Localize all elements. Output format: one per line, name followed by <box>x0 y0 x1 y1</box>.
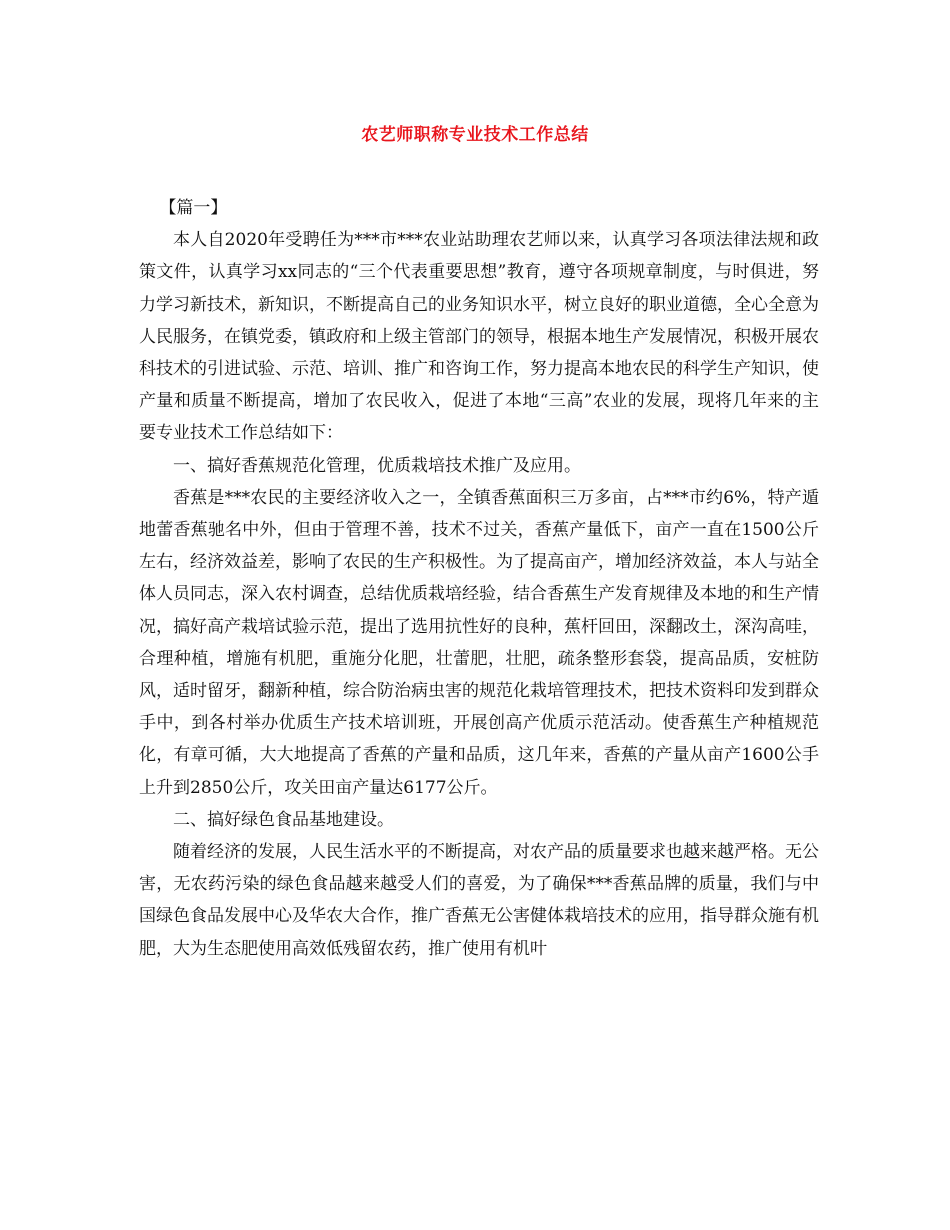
document-body <box>139 192 819 965</box>
section-label: 【篇一】 <box>159 198 228 218</box>
document-title: 农艺师职称专业技术工作总结 <box>361 125 589 145</box>
heading-section-one: 一、搞好香蕉规范化管理，优质栽培技术推广及应用。 <box>173 455 581 476</box>
paragraph-intro: 本人自2020年受聘任为***市***农业站助理农艺师以来，认真学习各项法律法规和政策文件，认真学习xx同志的“三个代表重要思想”教育，遵守各项规章制度，与时俱进，努力学习新技术，新知识，不断提高自己的业务知识水平，树立良好的职业道德，全心全意为人民服务，在镇党委，镇政府和上级主管部门的领导，根据本地生产发展情况，积极开展农科技术的引进试验、示范、培训、推广和咨询工作，努力提高本地农民的科学生产知识，使产量和质量不断提高，增加了农民收入，促进了本地“三高”农业的发展，现将几年来的主要专业技术工作总结如下： <box>139 230 819 444</box>
paragraph-green-food: 随着经济的发展，人民生活水平的不断提高，对农产品的质量要求也越来越严格。无公害，无农药污染的绿色食品越来越受人们的喜爱，为了确保***香蕉品牌的质量，我们与中国绿色食品发展中心及华农大合作，推广香蕉无公害健体栽培技术的应用，指导群众施有机肥，大为生态肥使用高效低残留农药，推广使用有机叶 <box>139 842 819 959</box>
paragraph-banana-management: 香蕉是***农民的主要经济收入之一，全镇香蕉面积三万多亩，占***市约6%，特产遁地蕾香蕉驰名中外，但由于管理不善，技术不过关，香蕉产量低下，亩产一直在1500公斤左右，经济效益差，影响了农民的生产积极性。为了提高亩产，增加经济效益，本人与站全体人员同志，深入农村调查，总结优质栽培经验，结合香蕉生产发育规律及本地的和生产情况，搞好高产栽培试验示范，提出了选用抗性好的良种，蕉杆回田，深翻改土，深沟高哇，合理种植，增施有机肥，重施分化肥，壮蕾肥，壮肥，疏条整形套袋，提高品质，安桩防风，适时留牙，翻新种植，综合防治病虫害的规范化栽培管理技术，把技术资料印发到群众手中，到各村举办优质生产技术培训班，开展创高产优质示范活动。使香蕉生产种植规范化，有章可循，大大地提高了香蕉的产量和品质，这几年来，香蕉的产量从亩产1600公手上升到2850公斤，攻关田亩产量达6177公斤。 <box>139 487 819 798</box>
heading-section-two: 二、搞好绿色食品基地建设。 <box>173 809 394 830</box>
